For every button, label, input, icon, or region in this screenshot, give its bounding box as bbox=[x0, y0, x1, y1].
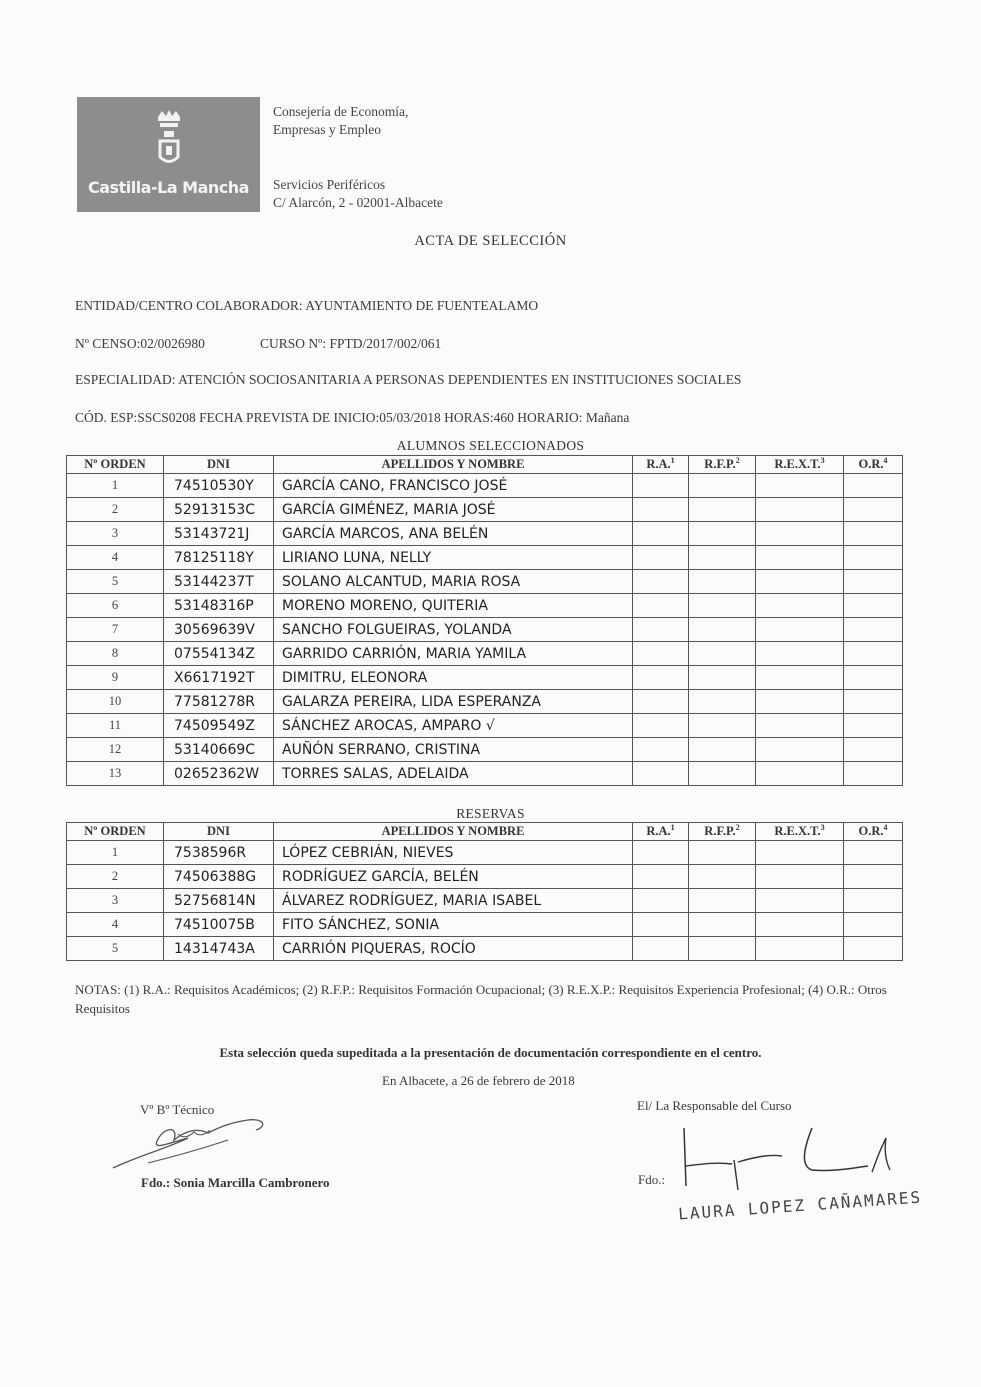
codigo-line: CÓD. ESP:SSCS0208 FECHA PREVISTA DE INICIO:05/03/2018 HORAS:460 HORARIO: Mañana bbox=[75, 410, 630, 425]
table-row bbox=[67, 762, 903, 786]
table-row bbox=[67, 474, 903, 498]
col-rext: R.E.X.T.$^3$ bbox=[756, 823, 844, 841]
row-dni: 30569639V bbox=[164, 618, 274, 642]
row-dni: 14314743A bbox=[164, 937, 274, 961]
table-row bbox=[67, 618, 903, 642]
service-line-1: Servicios Periféricos bbox=[273, 177, 386, 192]
row-dni: 53140669C bbox=[164, 738, 274, 762]
notes: NOTAS: (1) R.A.: Requisitos Académicos; (2) R.F.P.: Requisitos Formación Ocupacional; (3) R.E.X.P.: Requisitos Experiencia Profesional; (4) O.R.: Otros Requisitos bbox=[75, 982, 887, 1016]
table-row bbox=[67, 865, 903, 889]
table-row bbox=[67, 841, 903, 865]
row-name: GARRIDO CARRIÓN, MARIA YAMILA bbox=[274, 642, 633, 666]
row-name: ÁLVAREZ RODRÍGUEZ, MARIA ISABEL bbox=[274, 889, 633, 913]
row-name: GALARZA PEREIRA, LIDA ESPERANZA bbox=[274, 690, 633, 714]
row-name: SÁNCHEZ AROCAS, AMPARO √ bbox=[274, 714, 633, 738]
row-dni: 53144237T bbox=[164, 570, 274, 594]
row-dni: 52913153C bbox=[164, 498, 274, 522]
col-orden: Nº ORDEN bbox=[67, 456, 164, 474]
col-ra: R.A.$^1$ bbox=[633, 823, 689, 841]
row-number: 1 bbox=[67, 474, 164, 498]
col-rext: R.E.X.T.$^3$ bbox=[756, 456, 844, 474]
row-number: 2 bbox=[67, 865, 164, 889]
row-number: 7 bbox=[67, 618, 164, 642]
responsible-fdo: Fdo.: bbox=[638, 1172, 666, 1187]
col-ra: R.A.$^1$ bbox=[633, 456, 689, 474]
row-dni: 74510530Y bbox=[164, 474, 274, 498]
date-line: En Albacete, a 26 de febrero de 2018 bbox=[382, 1073, 575, 1088]
row-number: 5 bbox=[67, 937, 164, 961]
row-dni: 7538596R bbox=[164, 841, 274, 865]
selected-table bbox=[66, 455, 903, 786]
row-number: 10 bbox=[67, 690, 164, 714]
row-dni: 78125118Y bbox=[164, 546, 274, 570]
col-or: O.R.$^4$ bbox=[844, 456, 903, 474]
table-row bbox=[67, 889, 903, 913]
entidad-line: ENTIDAD/CENTRO COLABORADOR: AYUNTAMIENTO DE FUENTEALAMO bbox=[75, 298, 539, 313]
col-rfp: R.F.P.$^2$ bbox=[689, 823, 756, 841]
col-dni: DNI bbox=[164, 823, 274, 841]
logo-text: Castilla-La Mancha bbox=[88, 178, 249, 197]
row-dni: 74506388G bbox=[164, 865, 274, 889]
row-name: AUÑÓN SERRANO, CRISTINA bbox=[274, 738, 633, 762]
row-name: SANCHO FOLGUEIRAS, YOLANDA bbox=[274, 618, 633, 642]
col-nombre: APELLIDOS Y NOMBRE bbox=[274, 456, 633, 474]
table-row bbox=[67, 690, 903, 714]
col-dni: DNI bbox=[164, 456, 274, 474]
reserves-title: RESERVAS bbox=[456, 806, 525, 821]
row-name: RODRÍGUEZ GARCÍA, BELÉN bbox=[274, 865, 633, 889]
row-name: LÓPEZ CEBRIÁN, NIEVES bbox=[274, 841, 633, 865]
crest-icon bbox=[152, 109, 186, 172]
table-row bbox=[67, 570, 903, 594]
row-number: 3 bbox=[67, 522, 164, 546]
row-dni: 74509549Z bbox=[164, 714, 274, 738]
technician-signature bbox=[108, 1108, 283, 1178]
row-dni: 53143721J bbox=[164, 522, 274, 546]
responsible-role: El/ La Responsable del Curso bbox=[637, 1098, 792, 1113]
service-line-2: C/ Alarcón, 2 - 02001-Albacete bbox=[273, 195, 443, 210]
responsible-signature bbox=[672, 1118, 892, 1193]
table-row bbox=[67, 714, 903, 738]
table-row bbox=[67, 666, 903, 690]
castilla-la-mancha-logo bbox=[77, 97, 260, 212]
row-name: GARCÍA CANO, FRANCISCO JOSÉ bbox=[274, 474, 633, 498]
col-rfp: R.F.P.$^2$ bbox=[689, 456, 756, 474]
table-row bbox=[67, 913, 903, 937]
table-row bbox=[67, 642, 903, 666]
especialidad-line: ESPECIALIDAD: ATENCIÓN SOCIOSANITARIA A PERSONAS DEPENDIENTES EN INSTITUCIONES SOCIALES bbox=[75, 372, 742, 387]
row-dni: 74510075B bbox=[164, 913, 274, 937]
col-or: O.R.$^4$ bbox=[844, 823, 903, 841]
table-header-row bbox=[67, 823, 903, 841]
row-name: LIRIANO LUNA, NELLY bbox=[274, 546, 633, 570]
table-row bbox=[67, 498, 903, 522]
row-number: 12 bbox=[67, 738, 164, 762]
row-dni: 02652362W bbox=[164, 762, 274, 786]
row-name: DIMITRU, ELEONORA bbox=[274, 666, 633, 690]
row-dni: 07554134Z bbox=[164, 642, 274, 666]
row-name: CARRIÓN PIQUERAS, ROCÍO bbox=[274, 937, 633, 961]
row-number: 3 bbox=[67, 889, 164, 913]
table-row bbox=[67, 546, 903, 570]
row-number: 5 bbox=[67, 570, 164, 594]
row-number: 2 bbox=[67, 498, 164, 522]
table-row bbox=[67, 937, 903, 961]
department-block bbox=[273, 103, 408, 139]
row-dni: 77581278R bbox=[164, 690, 274, 714]
row-name: GARCÍA MARCOS, ANA BELÉN bbox=[274, 522, 633, 546]
col-orden: Nº ORDEN bbox=[67, 823, 164, 841]
row-name: SOLANO ALCANTUD, MARIA ROSA bbox=[274, 570, 633, 594]
row-number: 13 bbox=[67, 762, 164, 786]
responsible-handwritten-name: LAURA LOPEZ CAÑAMARES bbox=[677, 1187, 923, 1224]
table-row bbox=[67, 522, 903, 546]
row-number: 1 bbox=[67, 841, 164, 865]
condition-text: Esta selección queda supeditada a la presentación de documentación correspondiente en el centro. bbox=[219, 1045, 762, 1060]
technician-role: Vº Bº Técnico bbox=[140, 1102, 215, 1117]
document-title: ACTA DE SELECCIÓN bbox=[414, 233, 567, 249]
row-dni: X6617192T bbox=[164, 666, 274, 690]
row-number: 9 bbox=[67, 666, 164, 690]
row-dni: 53148316P bbox=[164, 594, 274, 618]
service-block bbox=[273, 176, 443, 212]
technician-name: Fdo.: Sonia Marcilla Cambronero bbox=[141, 1175, 330, 1190]
row-name: MORENO MORENO, QUITERIA bbox=[274, 594, 633, 618]
row-name: GARCÍA GIMÉNEZ, MARIA JOSÉ bbox=[274, 498, 633, 522]
row-number: 11 bbox=[67, 714, 164, 738]
row-number: 8 bbox=[67, 642, 164, 666]
row-name: FITO SÁNCHEZ, SONIA bbox=[274, 913, 633, 937]
curso-line: CURSO Nº: FPTD/2017/002/061 bbox=[260, 336, 442, 351]
dept-line-2: Empresas y Empleo bbox=[273, 122, 381, 137]
row-number: 4 bbox=[67, 913, 164, 937]
row-name: TORRES SALAS, ADELAIDA bbox=[274, 762, 633, 786]
col-nombre: APELLIDOS Y NOMBRE bbox=[274, 823, 633, 841]
selected-title: ALUMNOS SELECCIONADOS bbox=[396, 438, 585, 453]
reserves-table bbox=[66, 822, 903, 961]
table-header-row bbox=[67, 456, 903, 474]
table-row bbox=[67, 738, 903, 762]
row-number: 4 bbox=[67, 546, 164, 570]
row-number: 6 bbox=[67, 594, 164, 618]
table-row bbox=[67, 594, 903, 618]
censo-line: Nº CENSO:02/0026980 bbox=[75, 336, 205, 351]
dept-line-1: Consejería de Economía, bbox=[273, 104, 409, 119]
row-dni: 52756814N bbox=[164, 889, 274, 913]
